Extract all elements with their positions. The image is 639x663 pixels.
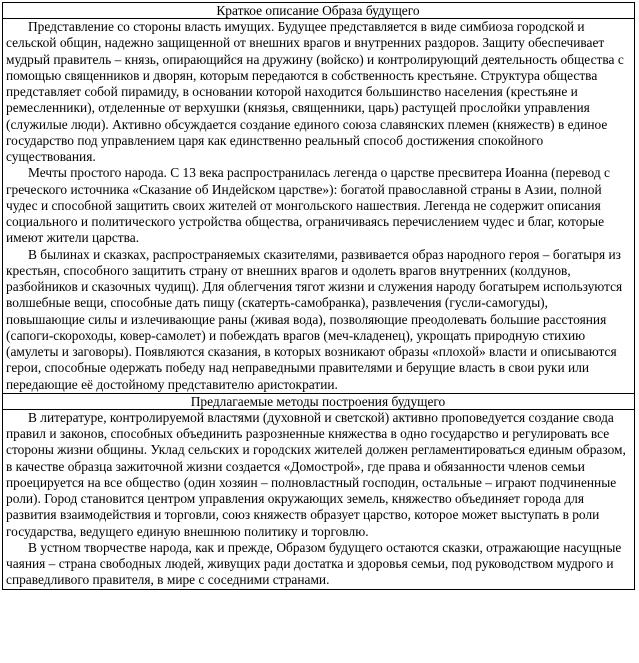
section-body-description [3,19,635,394]
section-body-methods [3,409,635,589]
section-heading-row [3,393,635,409]
document-table [2,2,635,590]
paragraph: Мечты простого народа. С 13 века распространилась легенда о царстве пресвитера Иоанна (перевод с греческого источника «Сказание об Индейском царстве»): богатой православной страны в Азии, полной чудес и способной защитить своих жителей от монгольского нашествия. Легенда не содержит описания социального и политического устройства общества, ограничиваясь перечислением чудес и благ, которые имеют жители царства. [6,165,610,246]
paragraph: В устном творчестве народа, как и прежде, Образом будущего остаются сказки, отражающие насущные чаяния – страна свободных людей, живущих ради достатка и здоровья семьи, под руководством мудрого и справедливого правителя, в мире с соседними странами. [6,539,622,588]
paragraph: В былинах и сказках, распространяемых сказителями, развивается образ народного героя – богатыря из крестьян, способного защитить страну от внешних врагов и одолеть врагов внутренних (колдунов, разбойников и сказочных чудищ). Для облегчения тягот жизни и служения народу богатырем используются волшебные вещи, способные дать пищу (скатерть-самобранка), развлечения (гусли-самогуды), повышающие силы и излечивающие раны (живая вода), позволяющие преодолевать большие расстояния (сапоги-скороходы, ковер-самолет) и побеждать врагов (меч-кладенец), укрощать природную стихию (амулеты и заговоры). Появляются сказания, в которых возникают образы «плохой» власти и описываются герои, способные одержать победу над неправедными правителями и берущие власть в свои руки или передающие её достойному представителю аристократии. [6,246,623,392]
section-heading-methods: Предлагаемые методы построения будущего [3,393,635,409]
paragraph: В литературе, контролируемой властями (духовной и светской) активно проповедуется создание свода правил и законов, способных объединить разрозненные княжества в одно государство и регулировать все стороны жизни общины. Уклад сельских и городских жителей должен регламентироваться единым образом, в качестве образца зажиточной жизни создается «Домострой», где права и обязанности членов семьи проецируется на все общество (один хозяин – полновластный господин, остальные – играют подчиненные роли). Город становится центром управления окружающих земель, княжество объединяет города для развития взаимодействия и торговли, союз княжеств образует царство, которое может выступать в роли государства, ведущего единую внешнюю политику и торговлю. [6,409,626,539]
paragraph: Представление со стороны власть имущих. Будущее представляется в виде симбиоза городской и сельской общин, надежно защищенной от внешних врагов и внутренних раздоров. Защиту обеспечивает мудрый правитель – князь, опирающийся на дружину (войско) и контролирующий деятельность общества с помощью священников и дворян, которым передаются в собственность крестьяне. Структура общества представляет собой пирамиду, в основании которой находится большинство населения (крестьяне и ремесленники), отделенные от верхушки (князья, священники, царь) растущей прослойки управления (служилые люди). Активно обсуждается создание единого союза славянских племен (княжеств) в единое государство под управлением царя как единственно реальный способ достижения спокойного существования. [6,19,624,164]
section-heading-description: Краткое описание Образа будущего [3,3,635,19]
section-body-row [3,19,635,394]
section-body-row [3,409,635,589]
section-heading-row [3,3,635,19]
